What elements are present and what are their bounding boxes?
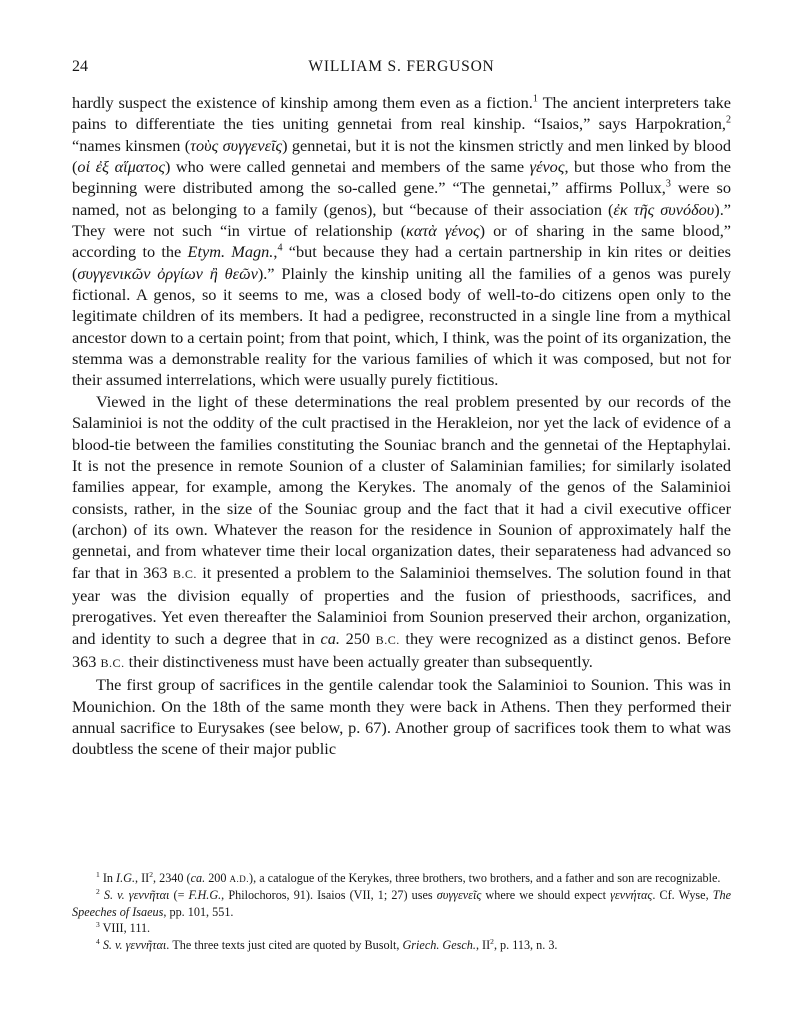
text-run: . The three texts just cited are quoted by Busolt, — [166, 937, 403, 952]
small-caps-run: A.D. — [229, 874, 250, 884]
footnote-ref: 4 — [96, 936, 100, 946]
footnote-ref: 1 — [96, 869, 100, 879]
text-run: “but because they had a certain partnership in kin rites or deities ( — [72, 242, 731, 283]
text-run: VIII, 111. — [99, 921, 151, 936]
text-run: , — [273, 242, 278, 262]
text-run: “names kinsmen ( — [72, 135, 191, 155]
italic-run: ἐκ τῆς συνόδου — [613, 199, 715, 219]
text-run: , II — [475, 937, 491, 952]
text-run: 200 — [205, 871, 230, 885]
italic-run: S. v. γεννῆται — [102, 937, 167, 952]
text-run: The ancient interpreters take pains to differentiate the ties uniting gennetai from real kinship. “Isaios,” says Harpokration, — [72, 93, 731, 134]
italic-run: γεννήτας — [610, 888, 653, 903]
text-run: ) gennetai, but it is not the kinsmen strictly and men linked by blood ( — [72, 135, 732, 177]
text-run: , Philochoros, 91). Isaios (VII, 1; 27) uses — [221, 888, 437, 903]
footnote-ref: 3 — [96, 920, 100, 930]
italic-run: οἱ ἐξ αἵματος — [77, 157, 165, 177]
text-run: Viewed in the light of these determinations the real problem presented by our records of the Salaminioi is not the oddity of the cult practised in the Herakleion, nor yet the lack of evidence of a blood-tie between the families constituting the Souniac branch and the gennetai of the Heptaphylai. It is not the presence in remote Sounion of a cluster of Salaminian families; for similarly isolated families appear, for example, among the Kerykes. The anomaly of the genos of the Salaminioi consists, rather, in the size of the Souniac group and the fact that it had a civil executive officer (archon) of its own. Whatever the reason for the residence in Sounion of approximately half the gennetai, and from whatever time their local organization dates, their separateness had advanced so far that in 363 — [72, 391, 731, 582]
footnote-ref: 2 — [725, 114, 731, 126]
text-run: , 2340 ( — [153, 871, 191, 885]
text-run: ) or of sharing in the same blood,” according to the — [72, 221, 732, 262]
footnote-1 — [72, 870, 731, 887]
text-run: . Cf. Wyse, — [652, 888, 713, 903]
footnote-ref: 2 — [96, 887, 100, 897]
text-run: ).” Plainly the kinship uniting all the families of a genos was purely fictional. A genos, so it seems to me, was a closed body of well-to-do citizens open only to the legitimate children of its members. It had a pedigree, reconstructed in a single line from a mythical ancestor down to a certain point; from that point, which, I think, was the point of its organization, the stemma was a demonstrable reality for the various families of which it was composed, but not for their assumed interrelations, which were usually purely fictitious. — [72, 263, 731, 390]
footnote-ref: 2 — [490, 936, 494, 946]
text-run: , but those who from the beginning were distributed among the so-called gene.” “The gennetai,” affirms Pollux, — [72, 157, 731, 198]
footnotes — [72, 870, 731, 953]
text-run: The first group of sacrifices in the gentile calendar took the Salaminioi to Sounion. This was in Mounichion. On the 18th of the same month they were back in Athens. Then they performed their annual sacrifice to Eurysakes (see below, p. 67). Another group of sacrifices took them to what was doubtless the scene of their major public — [72, 675, 731, 759]
text-run: , pp. 101, 551. — [163, 904, 234, 919]
small-caps-run: B.C. — [100, 655, 125, 670]
small-caps-run: B.C. — [375, 632, 400, 647]
footnote-3 — [72, 920, 731, 936]
paragraph-3 — [72, 674, 731, 759]
text-run: ).” They were not such “in virtue of relationship ( — [72, 199, 732, 241]
italic-run: ca. — [320, 628, 340, 648]
italic-run: The Speeches of Isaeus — [72, 888, 732, 919]
italic-run: κατὰ γένος — [406, 221, 480, 241]
italic-run: συγγενικῶν ὀργίων ἢ θεῶν — [77, 263, 258, 283]
italic-run: ca. — [190, 871, 206, 885]
footnote-ref: 3 — [665, 178, 671, 190]
italic-run: τοὺς συγγενεῖς — [190, 135, 283, 155]
text-run: they were recognized as a distinct genos. Before 363 — [72, 628, 732, 671]
footnote-2 — [72, 887, 731, 920]
italic-run: συγγενεῖς — [436, 888, 482, 903]
text-run: hardly suspect the existence of kinship among them even as a fiction. — [72, 93, 533, 112]
paragraph-1 — [72, 92, 731, 391]
italic-run: I.G. — [116, 871, 135, 885]
footnote-ref: 2 — [149, 869, 153, 879]
page-number: 24 — [72, 58, 88, 75]
small-caps-run: B.C. — [172, 566, 197, 581]
text-run: it presented a problem to the Salaminioi themselves. The solution found in that year was the division equally of properties and the fusion of priesthoods, sacrifices, and prerogatives. Yet even thereafter the Salaminioi from Sounion preserved their archon, organization, and identity to such a degree that in — [72, 562, 731, 648]
text-run: 250 — [339, 628, 376, 648]
italic-run: S. v. γεννῆται — [103, 888, 170, 903]
footnote-ref: 1 — [532, 93, 538, 105]
text-run: where we should expect — [481, 888, 611, 903]
italic-run: Griech. Gesch. — [402, 937, 476, 952]
running-head: WILLIAM S. FERGUSON — [308, 58, 495, 75]
text-run: ), a catalogue of the Kerykes, three brothers, two brothers, and a father and son are recognizable. — [249, 871, 721, 885]
italic-run: F.H.G. — [188, 888, 222, 903]
footnote-ref: 4 — [277, 242, 283, 254]
text-run: their distinctiveness must have been actually greater than subsequently. — [124, 651, 593, 671]
text-run: (= — [169, 888, 189, 903]
text-run: , p. 113, n. 3. — [493, 937, 558, 952]
text-run: In — [99, 871, 117, 885]
page-header — [72, 58, 731, 82]
paragraph-2 — [72, 391, 731, 674]
footnote-4 — [72, 937, 731, 953]
text-run: , II — [135, 871, 150, 885]
italic-run: γένος — [529, 157, 565, 177]
text-run: ) who were called gennetai and members of the same — [164, 157, 530, 177]
main-text — [72, 92, 731, 760]
text-run: were so named, not as belonging to a family (genos), but “because of their association ( — [72, 178, 732, 219]
italic-run: Etym. Magn. — [187, 242, 274, 262]
